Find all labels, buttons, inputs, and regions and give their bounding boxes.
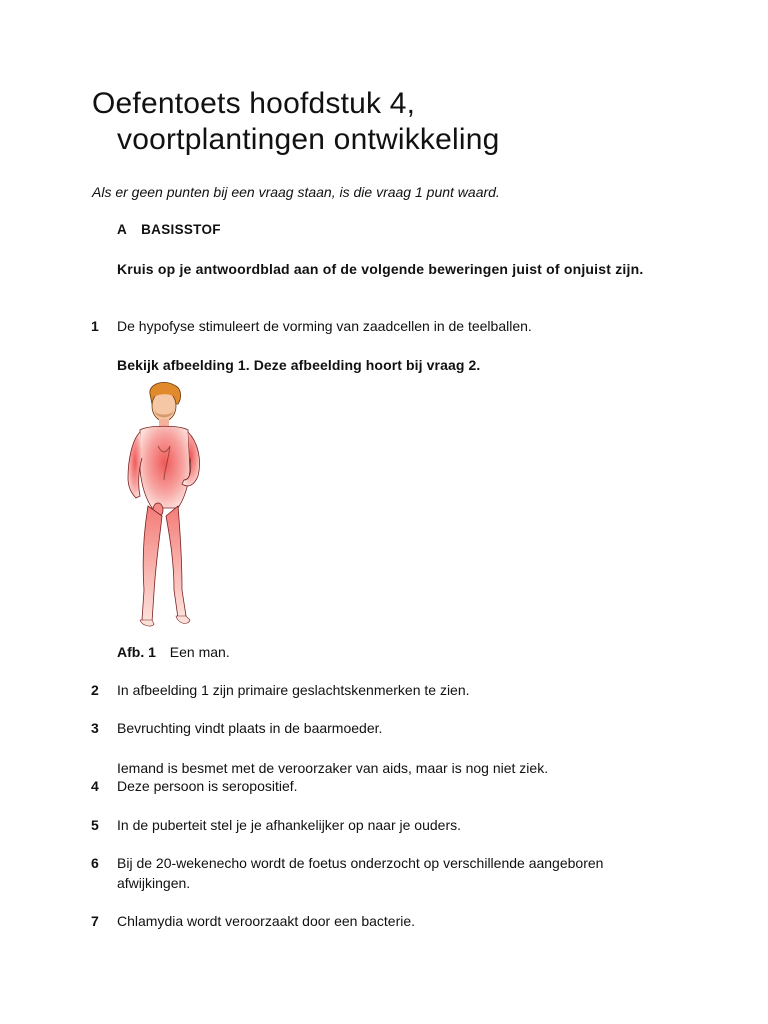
figure-label: Afb. 1 — [117, 644, 156, 660]
section-heading — [117, 220, 221, 240]
section-letter: A — [117, 222, 128, 237]
figure-caption-text: Een man. — [169, 644, 230, 660]
question-text: Deze persoon is seropositief. — [117, 778, 298, 794]
question-number: 6 — [91, 855, 99, 871]
question-number: 7 — [91, 913, 99, 929]
question-4-context: Iemand is besmet met de veroorzaker van aids, maar is nog niet ziek. — [117, 760, 549, 776]
question-number: 4 — [91, 778, 99, 794]
question-text: Chlamydia wordt veroorzaakt door een bacterie. — [117, 913, 416, 929]
question-text: De hypofyse stimuleert de vorming van zaadcellen in de teelballen. — [117, 318, 532, 334]
instruction-text: Kruis op je antwoordblad aan of de volgende beweringen juist of onjuist zijn. — [117, 261, 644, 277]
question-number: 1 — [91, 318, 99, 334]
question-text: Bij de 20-wekenecho wordt de foetus onderzocht op verschillende aangeboren afwijkingen. — [117, 855, 604, 891]
intro-text: Als er geen punten bij een vraag staan, is die vraag 1 punt waard. — [92, 184, 500, 200]
question-text: In de puberteit stel je je afhankelijker op naar je ouders. — [117, 817, 461, 833]
title-line-2: voortplantingen ontwikkeling — [117, 123, 500, 156]
question-number: 3 — [91, 720, 99, 736]
figure-caption — [117, 642, 230, 662]
question-text: Bevruchting vindt plaats in de baarmoeder. — [117, 720, 383, 736]
question-text: In afbeelding 1 zijn primaire geslachtskenmerken te zien. — [117, 682, 470, 698]
question-number: 5 — [91, 817, 99, 833]
section-name: BASISSTOF — [141, 222, 221, 237]
question-number: 2 — [91, 682, 99, 698]
page-title — [92, 86, 500, 158]
man-illustration — [118, 380, 214, 632]
figure-reference-text: Bekijk afbeelding 1. Deze afbeelding hoort bij vraag 2. — [117, 357, 481, 373]
title-line-1: Oefentoets hoofdstuk 4, — [92, 87, 416, 120]
